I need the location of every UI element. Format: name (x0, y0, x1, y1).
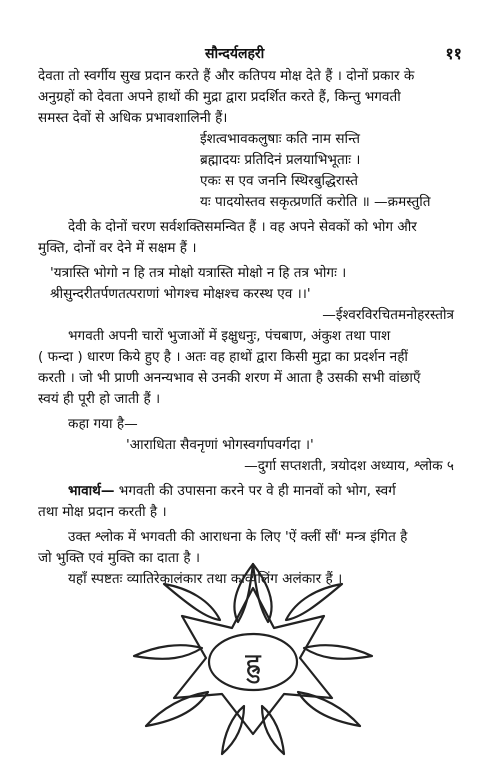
quote2-reference: —दुर्गा सप्तशती, त्रयोदश अध्याय, श्लोक ५ (244, 458, 454, 474)
para3-line: ( फन्दा ) धारण किये हुए है । अतः वह हाथों द्वारा किसी मुद्रा का प्रदर्शन नहीं (38, 349, 408, 365)
outer-petal (304, 645, 372, 659)
quote2-line: 'आराधिता सैवनृणां भोगस्वर्गापवर्गदा ।' (126, 437, 314, 453)
quote1-line: श्रीसुन्दरीतर्पणतत्पराणां भोगश्च मोक्षश्च करस्थ एव ।।' (50, 286, 311, 302)
para5-line: उक्त श्लोक में भगवती की आराधना के लिए 'ऐं क्लीं सौं' मन्त्र इंगित है (68, 529, 408, 545)
para3-line: स्वयं ही पूरी हो जाती हैं । (38, 391, 161, 407)
outer-petal (164, 584, 220, 620)
bhavarth-line (38, 481, 466, 502)
outer-petal (134, 645, 202, 659)
para3-line: भगवती अपनी चारों भुजाओं में इक्षुधनुः, पंचबाण, अंकुश तथा पाश (68, 328, 391, 344)
verse1-line: एकः स एव जननि स्थिरबुद्धिरास्ते (200, 173, 358, 189)
outer-petal (262, 706, 284, 754)
quote1-reference: —ईश्वरविरचितमनोहरस्तोत्र (322, 307, 454, 323)
bhavarth-text: भगवती की उपासना करने पर वे ही मानवों को भोग, स्वर्ग (114, 483, 396, 499)
page-header (0, 44, 500, 64)
para5-line: जो भुक्ति एवं मुक्ति का दाता है । (38, 550, 201, 566)
page-number: ११ (445, 44, 462, 63)
para2-line: मुक्ति, दोनों वर देने में सक्षम हैं । (38, 240, 197, 256)
lotus-yantra-icon (128, 558, 378, 758)
page-body (38, 66, 466, 590)
said-line: कहा गया है— (68, 416, 138, 432)
bhavarth-line: तथा मोक्ष प्रदान करती है । (38, 504, 167, 520)
para1-line: समस्त देवों से अधिक प्रभावशालिनी हैं। (38, 110, 228, 126)
outer-petal (286, 584, 342, 620)
outer-petal (222, 706, 244, 754)
bhavarth-label: भावार्थ— (68, 483, 115, 499)
quote1-line: 'यत्रास्ति भोगो न हि तत्र मोक्षो यत्रास्ति मोक्षो न हि तत्र भोगः । (50, 265, 347, 281)
para1-line: अनुग्रहों को देवता अपने हाथों की मुद्रा द्वारा प्रदर्शित करते हैं, किन्तु भगवती (38, 89, 401, 105)
para1-line: देवता तो स्वर्गीय सुख प्रदान करते हैं और कतिपय मोक्ष देते हैं । दोनों प्रकार के (38, 68, 415, 84)
running-title: सौन्दर्यलहरी (205, 46, 265, 62)
verse1-line: ब्रह्मादयः प्रतिदिनं प्रलयाभिभूताः । (200, 152, 361, 168)
center-glyph: ह्रु (245, 647, 261, 682)
verse1-line: यः पादयोस्तव सकृत्प्रणतिं करोति ॥ —क्रमस्तुति (200, 194, 431, 210)
para3-line: करती । जो भी प्राणी अनन्यभाव से उनकी शरण में आता है उसकी सभी वांछाएँ (38, 370, 421, 386)
verse1-line: ईशत्वभावकलुषाः कति नाम सन्ति (200, 131, 361, 147)
para6-line: यहाँ स्पष्टतः व्यातिरेकालंकार तथा काव्यलिंग अलंकार हैं । (68, 571, 343, 587)
para2-line: देवी के दोनों चरण सर्वशक्तिसमन्वित हैं । वह अपने सेवकों को भोग और (68, 219, 417, 235)
